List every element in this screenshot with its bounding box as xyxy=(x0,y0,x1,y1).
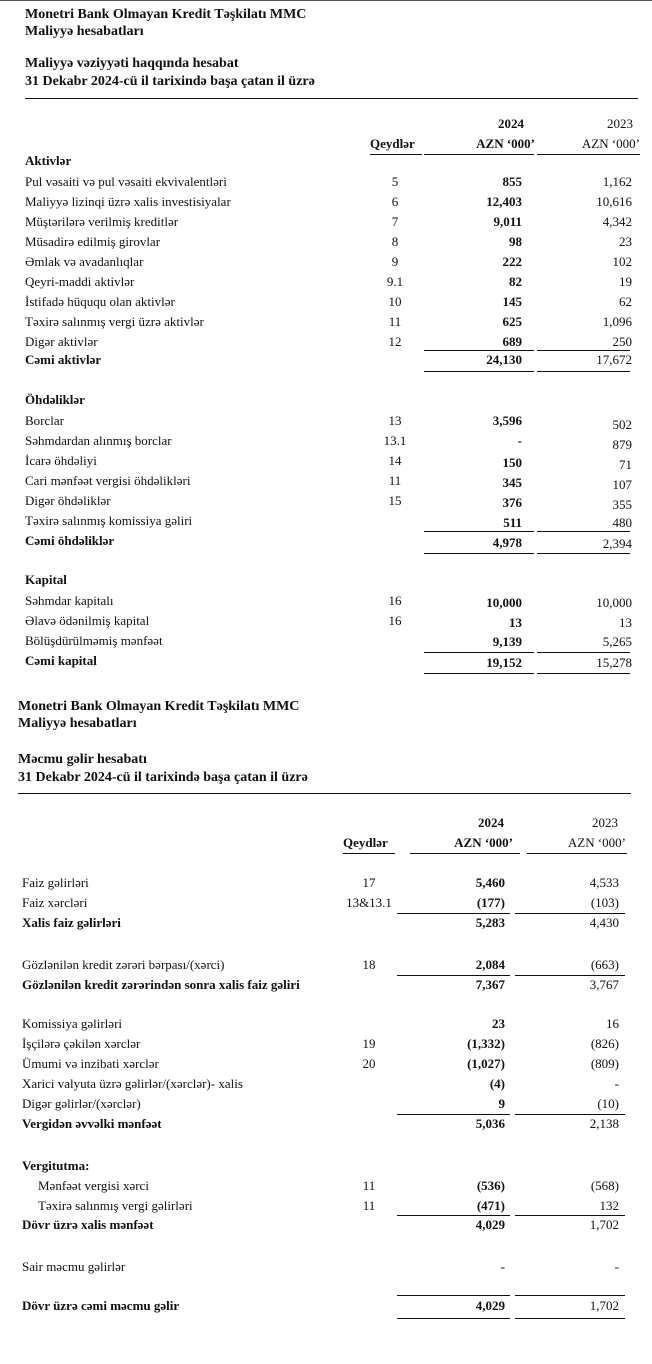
row-value-2023: (568) xyxy=(590,1178,619,1193)
row-value-2023: 4,533 xyxy=(589,875,619,890)
net-interest-row xyxy=(0,913,652,933)
liabilities-header: Öhdəliklər xyxy=(25,392,85,407)
table-row xyxy=(0,451,652,471)
row-value-2024: 82 xyxy=(509,274,522,289)
table-row xyxy=(0,955,652,975)
ci-company-name: Monetri Bank Olmayan Kredit Təşkilatı MMC xyxy=(18,699,300,714)
row-value-2024: 855 xyxy=(502,174,522,189)
row-value-2023: 71 xyxy=(619,457,632,472)
row-value-2024: 19,152 xyxy=(486,655,522,670)
ci-col-2024-unit: AZN ‘000’ xyxy=(454,835,513,850)
total-rule xyxy=(515,1318,625,1319)
row-note: 8 xyxy=(391,234,399,249)
row-value-2023: 502 xyxy=(612,417,632,432)
ci-notes-rule xyxy=(343,853,395,854)
bs-col-2023-year: 2023 xyxy=(607,116,633,131)
row-value-2023: 2,394 xyxy=(602,536,632,551)
row-value-2023: 13 xyxy=(619,615,632,630)
row-label: Xalis faiz gəlirləri xyxy=(22,915,121,930)
equity-header: Kapital xyxy=(25,572,67,587)
table-row xyxy=(0,1014,652,1034)
row-value-2024: 9,139 xyxy=(492,634,522,649)
row-value-2023: 16 xyxy=(606,1016,619,1031)
row-note: 11 xyxy=(362,1198,376,1213)
row-value-2023: 250 xyxy=(612,334,632,349)
row-note: 11 xyxy=(388,473,402,488)
bs-2024-rule xyxy=(424,154,534,155)
row-value-2023: - xyxy=(614,1259,619,1274)
row-label: Gözlənilən kredit zərərindən sonra xalis faiz gəliri xyxy=(22,977,300,992)
row-label: Xarici valyuta üzrə gəlirlər/(xərclər)- xalis xyxy=(22,1076,243,1091)
row-label: Cəmi öhdəliklər xyxy=(25,533,115,548)
row-value-2024: 9,011 xyxy=(493,214,522,229)
total-rule xyxy=(424,673,534,674)
row-value-2023: 4,430 xyxy=(589,915,619,930)
oci-row xyxy=(0,1257,652,1277)
table-row xyxy=(0,631,652,651)
row-value-2024: (536) xyxy=(476,1178,505,1193)
row-value-2024: 2,084 xyxy=(475,957,505,972)
ci-subtitle: Maliyyə hesabatları xyxy=(18,716,137,731)
ci-col-2023-year: 2023 xyxy=(592,815,618,830)
table-row xyxy=(0,232,652,252)
assets-total-row xyxy=(0,350,652,370)
row-value-2024: (177) xyxy=(476,895,505,910)
bs-col-2024-year: 2024 xyxy=(498,116,524,131)
ci-header-rule xyxy=(18,793,631,794)
row-label: Bölüşdürülməmiş mənfəət xyxy=(25,633,163,648)
row-value-2023: 480 xyxy=(612,515,632,530)
total-rule xyxy=(424,553,534,554)
pbt-row xyxy=(0,1114,652,1134)
table-row xyxy=(0,332,652,352)
bs-col-2023-unit: AZN ‘000’ xyxy=(581,136,640,151)
row-label: Müştərilərə verilmiş kreditlər xyxy=(25,214,179,229)
row-label: Digər gəlirlər/(xərclər) xyxy=(22,1096,141,1111)
row-value-2024: 222 xyxy=(502,254,522,269)
row-value-2023: 2,138 xyxy=(589,1116,619,1131)
row-value-2023: 355 xyxy=(612,497,632,512)
row-label: Cəmi kapital xyxy=(25,653,97,668)
table-row xyxy=(0,1074,652,1094)
row-value-2023: (826) xyxy=(590,1036,619,1051)
row-value-2023: 15,278 xyxy=(596,655,632,670)
total-rule xyxy=(397,1318,510,1319)
row-note: 14 xyxy=(388,453,402,468)
row-label: Təxirə salınmış komissiya gəliri xyxy=(25,513,193,528)
total-rule xyxy=(537,673,630,674)
row-value-2024: 3,596 xyxy=(492,413,522,428)
row-label: İstifadə hüququ olan aktivlər xyxy=(25,294,175,309)
row-value-2024: (4) xyxy=(489,1076,505,1091)
table-row xyxy=(0,1094,652,1114)
row-label: Müsadirə edilmiş girovlar xyxy=(25,234,161,249)
net-profit-row xyxy=(0,1215,652,1235)
row-label: İcarə öhdəliyi xyxy=(25,453,97,468)
bs-period: 31 Dekabr 2024-cü il tarixində başa çatan il üzrə xyxy=(25,74,315,89)
row-label: Maliyyə lizinqi üzrə xalis investisiyalar xyxy=(25,194,231,209)
row-label: Digər öhdəliklər xyxy=(25,493,111,508)
row-note: 7 xyxy=(391,214,399,229)
row-label: Təxirə salınmış vergi üzrə aktivlər xyxy=(25,314,204,329)
row-label: Sair məcmu gəlirlər xyxy=(22,1259,126,1274)
table-row xyxy=(0,292,652,312)
table-row xyxy=(0,471,652,491)
net-after-ecl-row xyxy=(0,975,652,995)
row-label: Mənfəət vergisi xərci xyxy=(38,1178,149,1193)
tax-header: Vergitutma: xyxy=(22,1158,90,1173)
table-row xyxy=(0,873,652,893)
table-row xyxy=(0,272,652,292)
row-note: 9.1 xyxy=(386,274,404,289)
table-row xyxy=(0,212,652,232)
row-value-2023: (809) xyxy=(590,1056,619,1071)
row-label: Qeyri-maddi aktivlər xyxy=(25,274,135,289)
row-note: 16 xyxy=(388,613,402,628)
row-value-2023: 3,767 xyxy=(589,977,619,992)
row-value-2024: 689 xyxy=(502,334,522,349)
row-note: 9 xyxy=(391,254,399,269)
row-label: Cari mənfəət vergisi öhdəlikləri xyxy=(25,473,191,488)
row-note: 17 xyxy=(362,875,376,890)
total-rule xyxy=(537,371,630,372)
row-value-2023: - xyxy=(614,1076,619,1091)
row-value-2024: 376 xyxy=(502,495,522,510)
row-label: Komissiya gəlirləri xyxy=(22,1016,123,1031)
row-value-2023: 132 xyxy=(599,1198,619,1213)
total-ci-row xyxy=(0,1296,652,1316)
table-row xyxy=(0,192,652,212)
row-note: 13 xyxy=(388,413,402,428)
row-value-2023: 107 xyxy=(612,477,632,492)
row-value-2024: 345 xyxy=(502,475,522,490)
row-note: 10 xyxy=(388,294,402,309)
row-value-2023: 62 xyxy=(619,294,632,309)
equity-total-row xyxy=(0,651,652,671)
table-row xyxy=(0,172,652,192)
ci-2024-rule xyxy=(410,853,520,854)
row-value-2024: 5,036 xyxy=(475,1116,505,1131)
row-label: Ümumi və inzibati xərclər xyxy=(22,1056,159,1071)
row-value-2023: 17,672 xyxy=(596,352,632,367)
row-value-2023: 1,702 xyxy=(589,1298,619,1313)
row-label: Faiz xərcləri xyxy=(22,895,88,910)
row-label: Digər aktivlər xyxy=(25,334,98,349)
row-note: 18 xyxy=(362,957,376,972)
ci-col-notes: Qeydlər xyxy=(343,835,388,850)
row-value-2023: 23 xyxy=(619,234,632,249)
row-note: 11 xyxy=(388,314,402,329)
row-value-2024: 150 xyxy=(502,455,522,470)
row-value-2023: 879 xyxy=(612,437,632,452)
row-value-2023: 10,000 xyxy=(596,595,632,610)
row-label: Pul vəsaiti və pul vəsaiti ekvivalentləri xyxy=(25,174,227,189)
bs-company-name: Monetri Bank Olmayan Kredit Təşkilatı MMC xyxy=(25,7,307,22)
table-row xyxy=(0,611,652,631)
row-note: 12 xyxy=(388,334,402,349)
row-value-2023: 1,096 xyxy=(602,314,632,329)
liabilities-total-row xyxy=(0,531,652,551)
row-note: 15 xyxy=(388,493,402,508)
row-value-2024: 145 xyxy=(502,294,522,309)
row-value-2024: (1,027) xyxy=(467,1056,505,1071)
row-value-2024: (1,332) xyxy=(467,1036,505,1051)
row-value-2023: 102 xyxy=(612,254,632,269)
row-label: Əmlak və avadanlıqlar xyxy=(25,254,144,269)
row-value-2023: (103) xyxy=(590,895,619,910)
row-value-2024: (471) xyxy=(476,1198,505,1213)
row-value-2024: 4,029 xyxy=(475,1217,505,1232)
row-note: 5 xyxy=(391,174,399,189)
row-value-2023: 10,616 xyxy=(596,194,632,209)
total-rule xyxy=(537,553,630,554)
table-row xyxy=(0,411,652,431)
table-row xyxy=(0,893,652,913)
row-value-2024: 24,130 xyxy=(486,352,522,367)
row-value-2023: 1,702 xyxy=(589,1217,619,1232)
row-value-2024: 5,283 xyxy=(475,915,505,930)
row-value-2023: 5,265 xyxy=(602,634,632,649)
row-note: 11 xyxy=(362,1178,376,1193)
row-value-2023: (663) xyxy=(590,957,619,972)
table-row xyxy=(0,252,652,272)
row-label: Səhmdardan alınmış borclar xyxy=(25,433,172,448)
row-label: Dövr üzrə xalis mənfəət xyxy=(22,1217,154,1232)
row-note: 6 xyxy=(391,194,399,209)
bs-header-rule xyxy=(25,98,638,99)
row-label: Cəmi aktivlər xyxy=(25,352,102,367)
row-value-2023: 1,162 xyxy=(602,174,632,189)
table-row xyxy=(0,312,652,332)
row-value-2024: 12,403 xyxy=(486,194,522,209)
row-value-2024: 9 xyxy=(498,1096,505,1111)
table-row xyxy=(0,431,652,451)
row-value-2024: 4,029 xyxy=(475,1298,505,1313)
row-value-2023: 19 xyxy=(619,274,632,289)
total-rule xyxy=(424,371,534,372)
bs-col-2024-unit: AZN ‘000’ xyxy=(476,136,535,151)
table-row xyxy=(0,1034,652,1054)
row-note: 13&13.1 xyxy=(346,895,392,910)
row-value-2024: 13 xyxy=(509,615,522,630)
table-row xyxy=(0,1054,652,1074)
ci-period: 31 Dekabr 2024-cü il tarixində başa çatan il üzrə xyxy=(18,770,308,785)
row-value-2024: 23 xyxy=(492,1016,505,1031)
row-label: Dövr üzrə cəmi məcmu gəlir xyxy=(22,1298,180,1313)
bs-subtitle: Maliyyə hesabatları xyxy=(25,24,144,39)
row-value-2024: - xyxy=(517,433,522,448)
row-note: 13.1 xyxy=(383,433,407,448)
row-value-2024: 4,978 xyxy=(492,535,522,550)
row-label: Faiz gəlirləri xyxy=(22,875,89,890)
row-value-2023: 4,342 xyxy=(602,214,632,229)
top-border xyxy=(0,0,652,1)
row-value-2024: 625 xyxy=(502,314,522,329)
row-value-2024: 5,460 xyxy=(475,875,505,890)
row-value-2024: 511 xyxy=(503,515,522,530)
row-label: Əlavə ödənilmiş kapital xyxy=(25,613,150,628)
row-label: Borclar xyxy=(25,413,64,428)
ci-col-2023-unit: AZN ‘000’ xyxy=(567,835,626,850)
row-label: İşçilərə çəkilən xərclər xyxy=(22,1036,141,1051)
bs-col-notes: Qeydlər xyxy=(370,136,415,151)
bs-title: Maliyyə vəziyyəti haqqında hesabat xyxy=(25,56,239,71)
assets-header: Aktivlər xyxy=(25,153,72,168)
table-row xyxy=(0,591,652,611)
bs-2023-rule xyxy=(537,154,640,155)
row-label: Səhmdar kapitalı xyxy=(25,593,114,608)
row-note: 16 xyxy=(388,593,402,608)
row-label: Gözlənilən kredit zərəri bərpası/(xərci) xyxy=(22,957,225,972)
row-value-2023: (10) xyxy=(597,1096,619,1111)
row-value-2024: 7,367 xyxy=(475,977,505,992)
ci-col-2024-year: 2024 xyxy=(478,815,504,830)
table-row xyxy=(0,1176,652,1196)
row-value-2024: 98 xyxy=(509,234,522,249)
table-row xyxy=(0,511,652,531)
table-row xyxy=(0,491,652,511)
row-label: Vergidən əvvəlki mənfəət xyxy=(22,1116,162,1131)
row-value-2024: - xyxy=(500,1259,505,1274)
ci-2023-rule xyxy=(527,853,627,854)
row-note: 20 xyxy=(362,1056,376,1071)
bs-notes-rule xyxy=(370,154,422,155)
ci-title: Məcmu gəlir hesabatı xyxy=(18,752,147,767)
row-value-2024: 10,000 xyxy=(486,595,522,610)
row-label: Təxirə salınmış vergi gəlirləri xyxy=(38,1198,193,1213)
row-note: 19 xyxy=(362,1036,376,1051)
table-row xyxy=(0,1196,652,1216)
